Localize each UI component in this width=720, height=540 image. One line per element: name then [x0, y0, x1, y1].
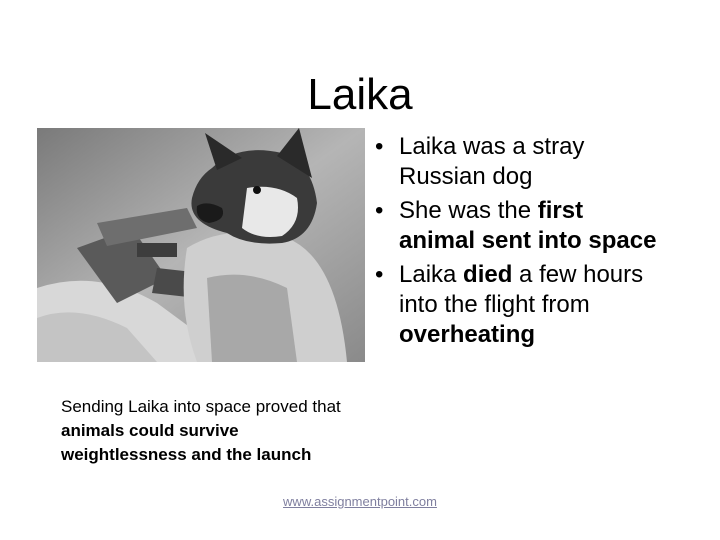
- caption-text: Sending Laika into space proved that: [61, 397, 341, 416]
- bullet-text: a few hours into the flight from: [399, 261, 644, 318]
- bullet-bold-text: overheating: [399, 321, 536, 348]
- bullet-text: She was the: [399, 197, 538, 224]
- laika-photo: [37, 128, 365, 362]
- photo-caption: [61, 395, 361, 467]
- bullet-bold-text: died: [463, 261, 513, 288]
- caption-bold-text: animals could survive weightlessness and the launch: [61, 421, 312, 464]
- bullet-text: Laika: [399, 261, 464, 288]
- bullet-list: [365, 132, 665, 354]
- laika-photo-illustration: [37, 128, 365, 362]
- slide-title: Laika: [307, 70, 413, 120]
- bullet-item: [365, 260, 665, 350]
- bullet-text: Laika was a stray Russian dog: [399, 133, 585, 190]
- source-link[interactable]: www.assignmentpoint.com: [283, 494, 437, 509]
- bullet-item: [365, 132, 665, 192]
- bullet-item: [365, 196, 665, 256]
- bullet-bold-text: first animal sent into space: [399, 197, 657, 254]
